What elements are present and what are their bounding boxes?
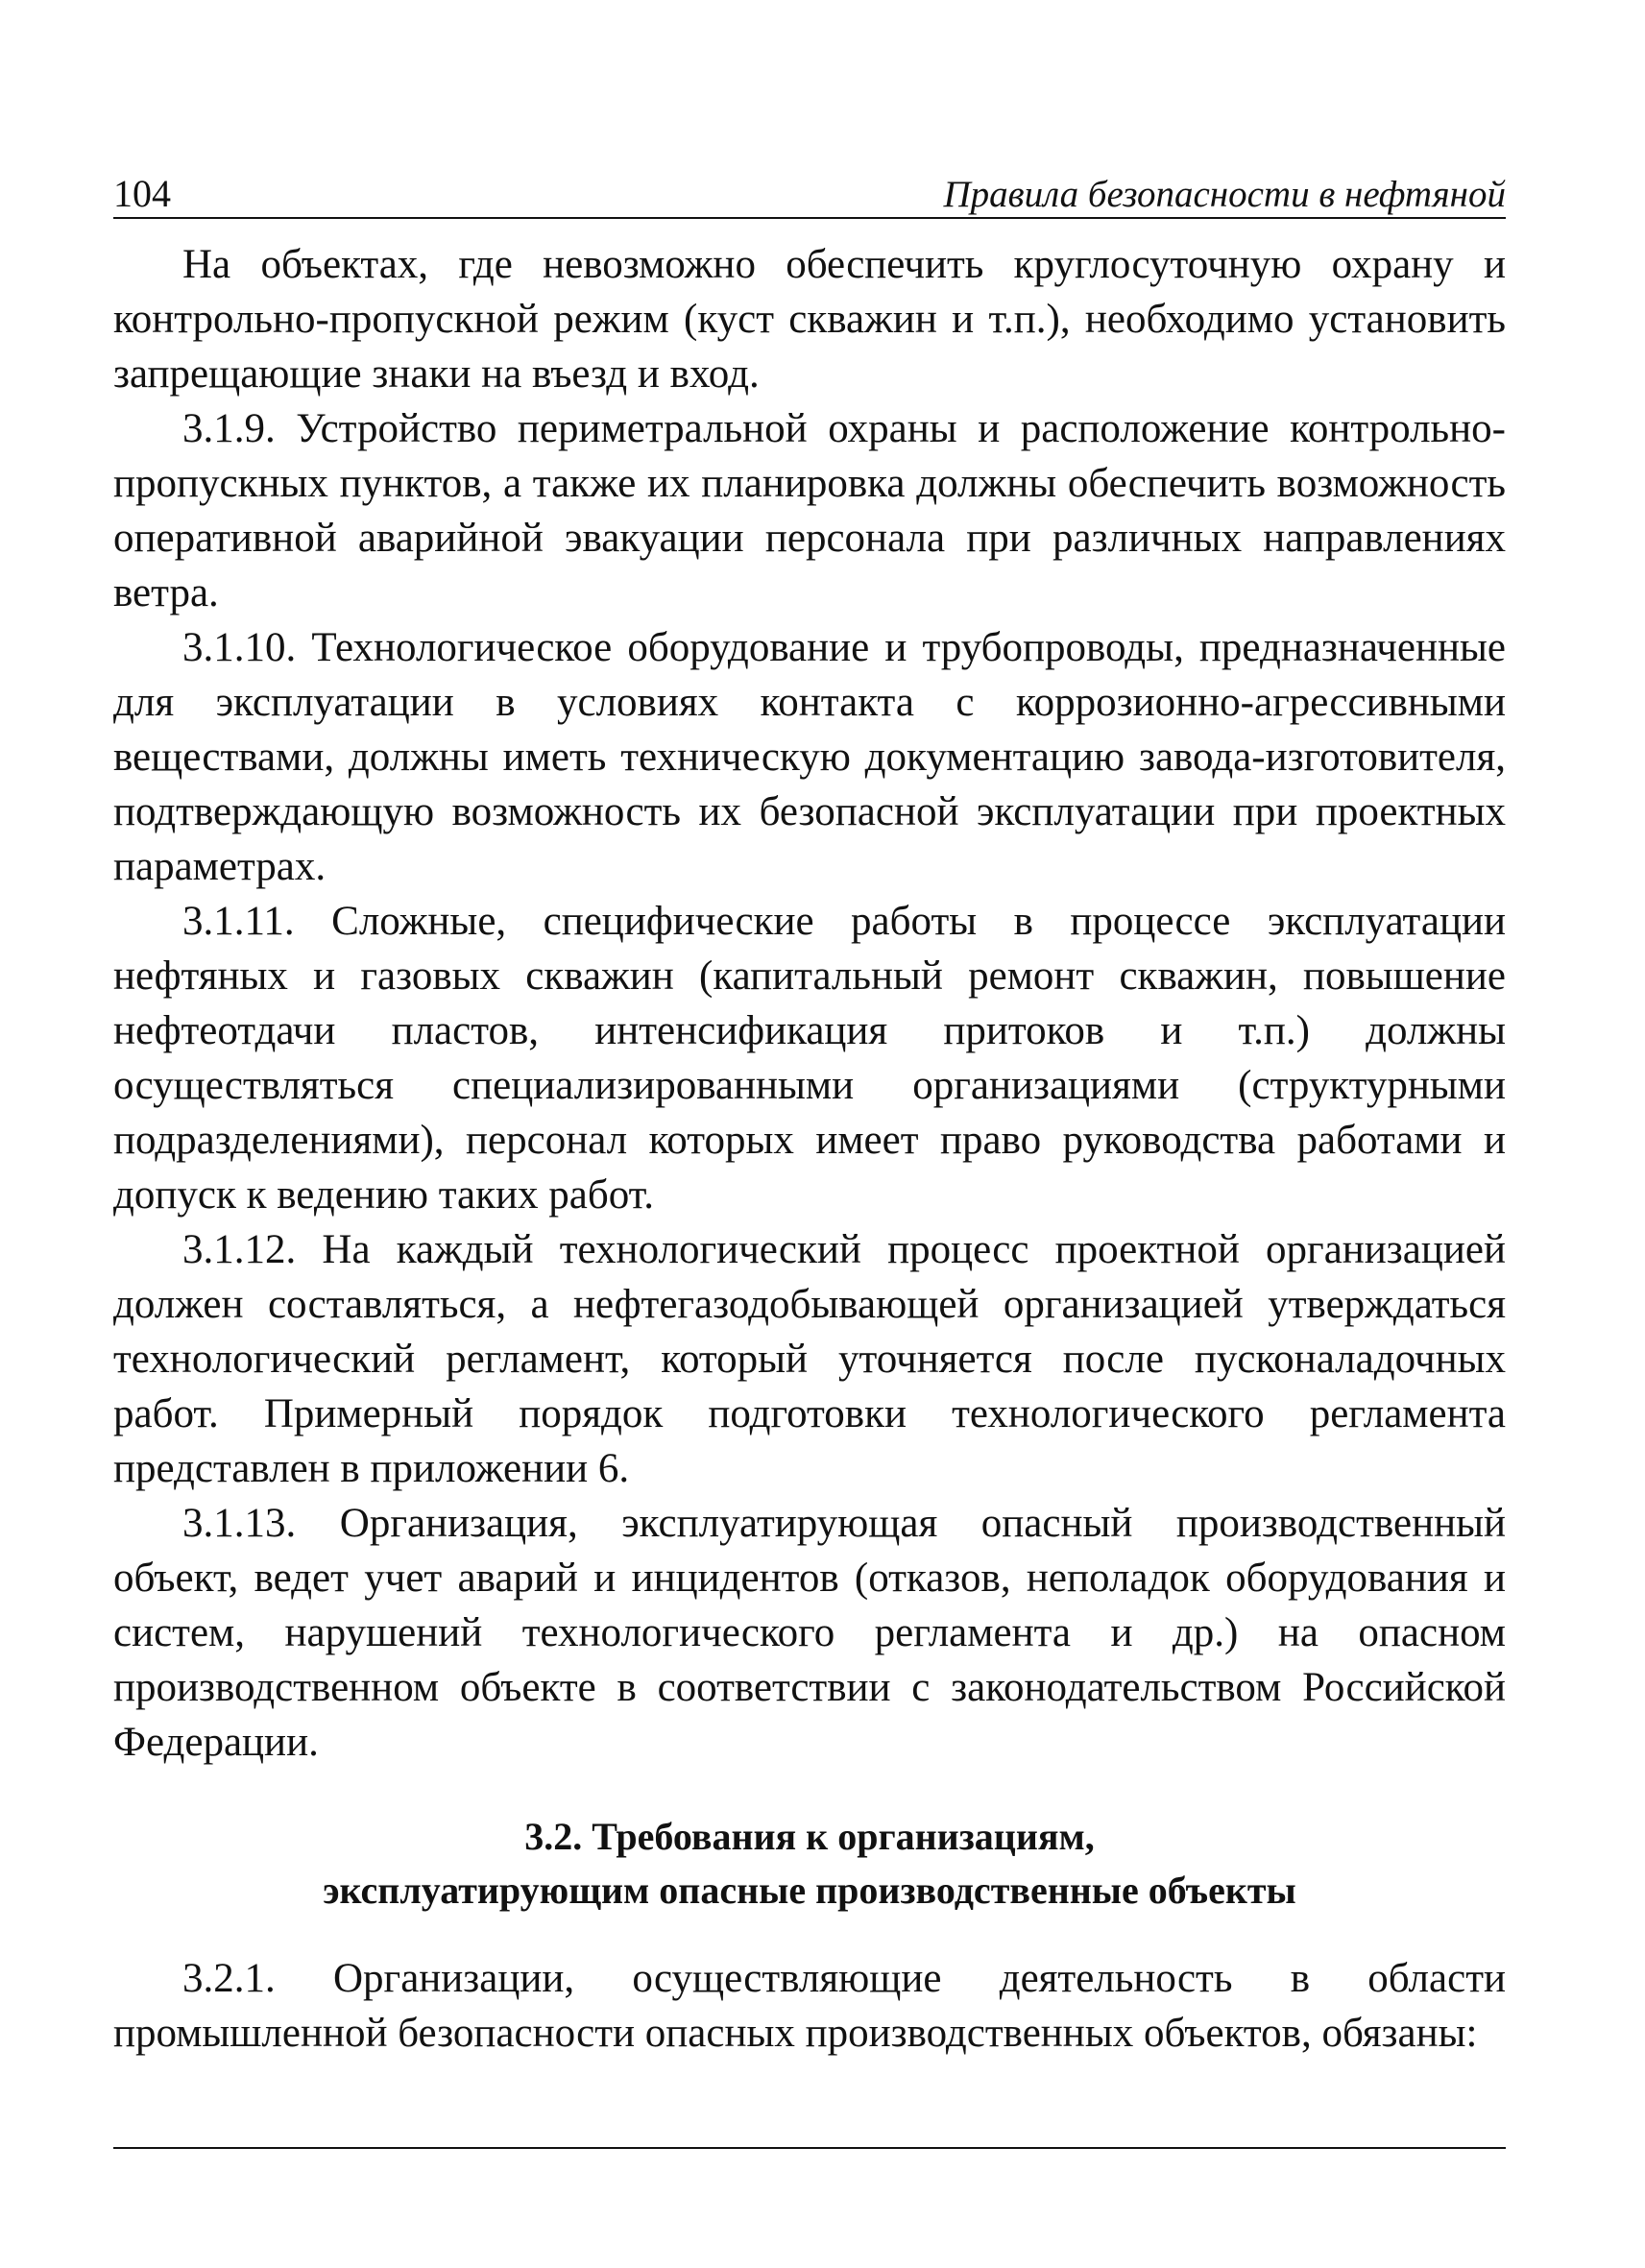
paragraph-3-2-1: 3.2.1. Организации, осуществляющие деятельность в области промышленной безопасности опасных производственных объектов, обязаны: xyxy=(113,1956,1506,2056)
body-text xyxy=(113,237,1506,1770)
footer-divider xyxy=(113,2147,1506,2149)
paragraph: На объектах, где невозможно обеспечить круглосуточную охрану и контрольно-пропускной режим (куст скважин и т.п.), необходимо установить запрещающие знаки на въезд и вход. xyxy=(113,242,1506,397)
section-heading-line-1: 3.2. Требования к организациям, xyxy=(524,1815,1095,1858)
section-heading xyxy=(113,1810,1506,1918)
paragraph-3-1-9: 3.1.9. Устройство периметральной охраны и расположение контрольно-пропускных пунктов, а также их планировка должны обеспечить возможность оперативной аварийной эвакуации персонала при различных направлениях ветра. xyxy=(113,406,1506,615)
page-number: 104 xyxy=(113,172,171,215)
section-heading-line-2: эксплуатирующим опасные производственные объекты xyxy=(323,1869,1296,1912)
paragraph-3-1-13: 3.1.13. Организация, эксплуатирующая опасный производственный объект, ведет учет аварий и инцидентов (отказов, неполадок оборудования и систем, нарушений технологического регламента и др.) на опасном производственном объекте в соответствии с законодательством Российской Федерации. xyxy=(113,1501,1506,1765)
paragraph-3-1-10: 3.1.10. Технологическое оборудование и трубопроводы, предназначенные для эксплуатации в условиях контакта с коррозионно-агрессивными веществами, должны иметь техническую документацию завода-изготовителя, подтверждающую возможность их безопасной эксплуатации при проектных параметрах. xyxy=(113,625,1506,889)
section-body xyxy=(113,1951,1506,2061)
paragraph-3-1-12: 3.1.12. На каждый технологический процесс проектной организацией должен составляться, а нефтегазодобывающей организацией утверждаться технологический регламент, который уточняется после пусконаладочных работ. Примерный порядок подготовки технологического регламента представлен в приложении 6. xyxy=(113,1227,1506,1491)
paragraph-3-1-11: 3.1.11. Сложные, специфические работы в процессе эксплуатации нефтяных и газовых скважин (капитальный ремонт скважин, повышение нефтеотдачи пластов, интенсификация притоков и т.п.) должны осуществляться специализированными организациями (структурными подразделениями), персонал которых имеет право руководства работами и допуск к ведению таких работ. xyxy=(113,899,1506,1218)
running-title: Правила безопасности в нефтяной xyxy=(943,174,1506,215)
book-page xyxy=(113,0,1506,2268)
running-header xyxy=(113,161,1506,219)
